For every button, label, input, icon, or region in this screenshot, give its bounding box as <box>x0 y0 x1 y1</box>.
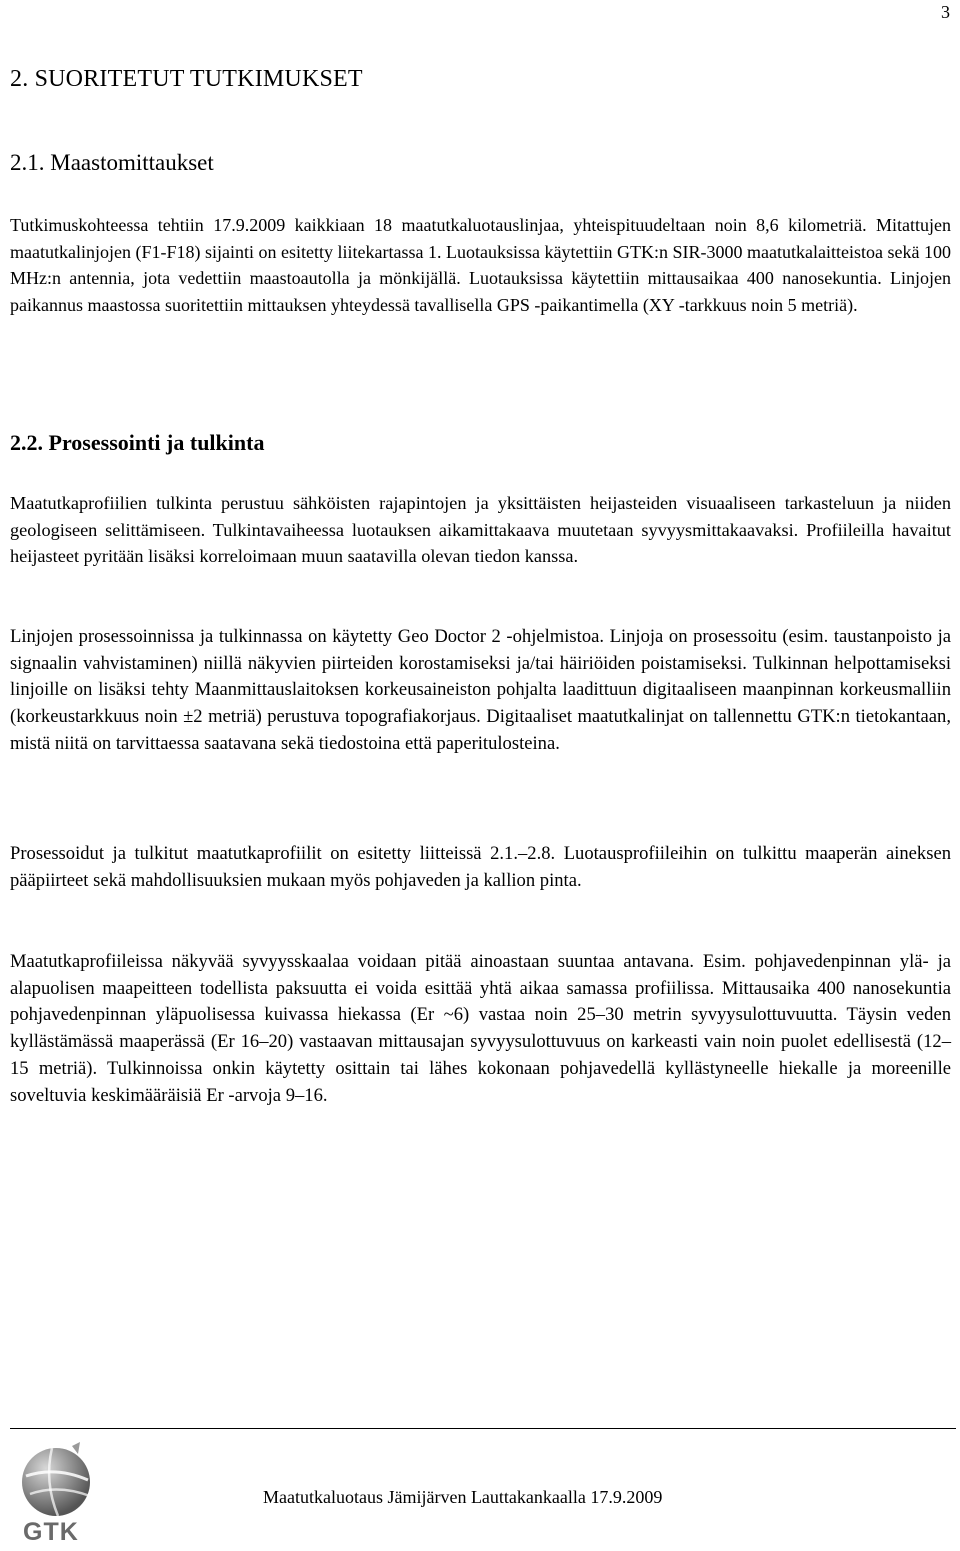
gtk-logo <box>18 1440 104 1548</box>
paragraph-field-measurements: Tutkimuskohteessa tehtiin 17.9.2009 kaikkiaan 18 maatutkaluotauslinjaa, yhteispituudeltaan noin 8,6 kilometriä. Mitattujen maatutkalinjojen (F1-F18) sijainti on esitetty liitekartassa 1. Luotauksissa käytettiin GTK:n SIR-3000 maatutkalaitteistoa sekä 100 MHz:n antennia, jota vedettiin maastoautolla ja mönkijällä. Luotauksissa käytettiin mittausaikaa 400 nanosekuntia. Linjojen paikannus maastossa suoritettiin mittauksen yhteydessä tavallisella GPS -paikantimella (XY -tarkkuus noin 5 metriä). <box>10 215 951 316</box>
gtk-logo-text: GTK <box>23 1518 79 1546</box>
section-heading-field-measurements: 2.1. Maastomittaukset <box>10 150 214 175</box>
paragraph-profiles-appendix: Prosessoidut ja tulkitut maatutkaprofiilit on esitetty liitteissä 2.1.–2.8. Luotausprofiileihin on tulkittu maaperän aineksen pääpiirteet sekä mahdollisuuksien mukaan myös pohjaveden ja kallion pinta. <box>10 843 951 891</box>
paragraph-processing-software: Linjojen prosessoinnissa ja tulkinnassa on käytetty Geo Doctor 2 -ohjelmistoa. Linjoja on prosessoitu (esim. taustanpoisto ja signaalin vahvistaminen) niillä näkyvien piirteiden korostamiseksi ja/tai häiriöiden poistamiseksi. Tulkinnan helpottamiseksi linjoille on lisäksi tehty Maanmittauslaitoksen korkeusaineiston pohjalta laadittuun digitaaliseen maanpinnan korkeusmalliin (korkeustarkkuus noin ±2 metriä) perustuva topografiakorjaus. Digitaaliset maatutkalinjat on tallennettu GTK:n tietokantaan, mistä niitä on tarvittaessa saatavana sekä tiedostoina että paperitulosteina. <box>10 626 951 754</box>
footer-divider <box>10 1428 956 1429</box>
paragraph-interpretation-basis: Maatutkaprofiilien tulkinta perustuu sähköisten rajapintojen ja yksittäisten heijasteiden visuaaliseen tarkasteluun ja niiden geologiseen selittämiseen. Tulkintavaiheessa luotauksen aikamittakaava muutetaan syvyysmittakaavaksi. Profiileilla havaitut heijasteet pyritään lisäksi korreloimaan muun saatavilla olevan tiedon kanssa. <box>10 493 951 567</box>
paragraph-depth-scale: Maatutkaprofiileissa näkyvää syvyysskaalaa voidaan pitää ainoastaan suuntaa antavana. Esim. pohjavedenpinnan ylä- ja alapuolisen maapeitteen todellista paksuutta ei voida esittää yhtä aikaa samassa profiilissa. Mittausaika 400 nanosekuntia pohjavedenpinnan yläpuolisessa kuivassa hiekassa (Er ~6) vastaa noin 25–30 metrin syvyysulottuvuutta. Täysin veden kyllästämässä maaperässä (Er 16–20) vastaavan mittausajan syvyysulottuvuus on karkeasti vain noin puolet edellisestä (12–15 metriä). Tulkinnoissa onkin käytetty osittain tai lähes kokonaan pohjavedellä kyllästyneelle hiekalle ja moreenille soveltuvia keskimääräisiä Er -arvoja 9–16. <box>10 951 951 1106</box>
page-number: 3 <box>941 2 950 22</box>
footer-title: Maatutkaluotaus Jämijärven Lauttakankaalla 17.9.2009 <box>263 1487 663 1507</box>
section-heading-main: 2. SUORITETUT TUTKIMUKSET <box>10 66 363 92</box>
gtk-globe-logo-icon <box>18 1440 104 1520</box>
section-heading-processing: 2.2. Prosessointi ja tulkinta <box>10 430 265 455</box>
